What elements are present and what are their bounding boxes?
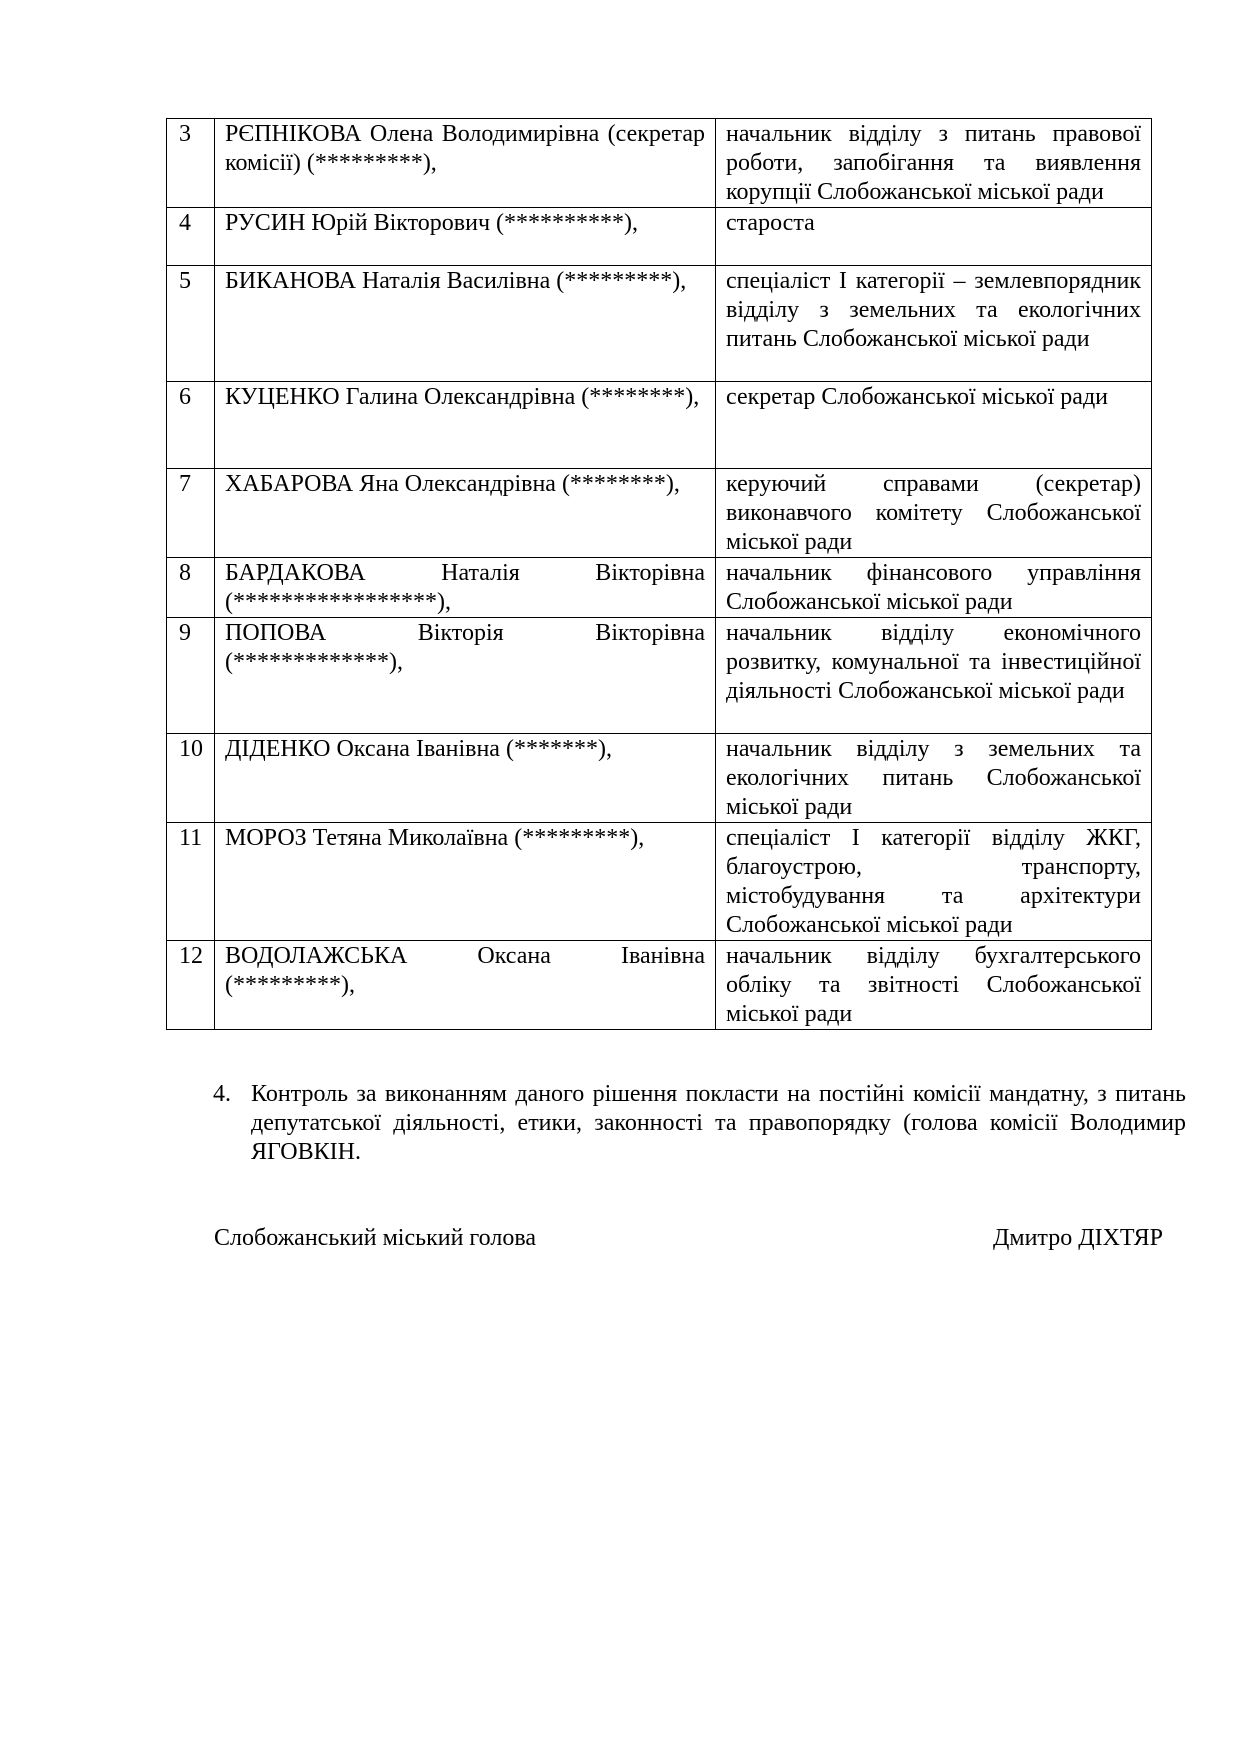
- row-number: 3: [167, 119, 215, 208]
- table-row: [167, 266, 1152, 382]
- signature-title: Слобожанський міський голова: [214, 1225, 536, 1251]
- member-name: БИКАНОВА Наталія Василівна (*********),: [215, 266, 716, 382]
- member-position: начальник відділу економічного розвитку, комунальної та інвестиційної діяльності Слобожанської міської ради: [716, 618, 1152, 734]
- table-row: [167, 558, 1152, 618]
- members-table: [166, 118, 1152, 1030]
- table-row: [167, 618, 1152, 734]
- row-number: 4: [167, 208, 215, 266]
- row-number: 7: [167, 469, 215, 558]
- row-number: 12: [167, 941, 215, 1030]
- row-number: 11: [167, 823, 215, 941]
- member-name: РУСИН Юрій Вікторович (**********),: [215, 208, 716, 266]
- row-number: 8: [167, 558, 215, 618]
- member-position: спеціаліст І категорії – землевпорядник відділу з земельних та екологічних питань Слобожанської міської ради: [716, 266, 1152, 382]
- member-name: ПОПОВА Вікторія Вікторівна (*************),: [215, 618, 716, 734]
- table-row: [167, 823, 1152, 941]
- table-row: [167, 734, 1152, 823]
- member-position: староста: [716, 208, 1152, 266]
- row-number: 10: [167, 734, 215, 823]
- table-row: [167, 469, 1152, 558]
- item-marker: 4.: [213, 1081, 231, 1107]
- member-position: керуючий справами (секретар) виконавчого комітету Слобожанської міської ради: [716, 469, 1152, 558]
- row-number: 6: [167, 382, 215, 469]
- table-row: [167, 119, 1152, 208]
- table-row: [167, 941, 1152, 1030]
- member-name: КУЦЕНКО Галина Олександрівна (********),: [215, 382, 716, 469]
- member-position: начальник фінансового управління Слобожанської міської ради: [716, 558, 1152, 618]
- member-name: ДІДЕНКО Оксана Іванівна (*******),: [215, 734, 716, 823]
- item-text: Контроль за виконанням даного рішення покласти на постійні комісії мандатну, з питань депутатської діяльності, етики, законності та правопорядку (голова комісії Володимир ЯГОВКІН.: [251, 1081, 1186, 1165]
- row-number: 5: [167, 266, 215, 382]
- member-position: начальник відділу з земельних та екологічних питань Слобожанської міської ради: [716, 734, 1152, 823]
- signature-name: Дмитро ДІХТЯР: [993, 1225, 1163, 1251]
- row-number: 9: [167, 618, 215, 734]
- member-name: БАРДАКОВА Наталія Вікторівна (*****************),: [215, 558, 716, 618]
- member-position: начальник відділу з питань правової роботи, запобігання та виявлення корупції Слобожанської міської ради: [716, 119, 1152, 208]
- member-position: начальник відділу бухгалтерського обліку та звітності Слобожанської міської ради: [716, 941, 1152, 1030]
- member-position: спеціаліст І категорії відділу ЖКГ, благоустрою, транспорту, містобудування та архітектури Слобожанської міської ради: [716, 823, 1152, 941]
- decision-item-4: [213, 1080, 1186, 1167]
- table-row: [167, 208, 1152, 266]
- member-name: МОРОЗ Тетяна Миколаївна (*********),: [215, 823, 716, 941]
- member-name: РЄПНІКОВА Олена Володимирівна (секретар комісії) (*********),: [215, 119, 716, 208]
- member-name: ХАБАРОВА Яна Олександрівна (********),: [215, 469, 716, 558]
- table-row: [167, 382, 1152, 469]
- member-name: ВОДОЛАЖСЬКА Оксана Іванівна (*********),: [215, 941, 716, 1030]
- member-position: секретар Слобожанської міської ради: [716, 382, 1152, 469]
